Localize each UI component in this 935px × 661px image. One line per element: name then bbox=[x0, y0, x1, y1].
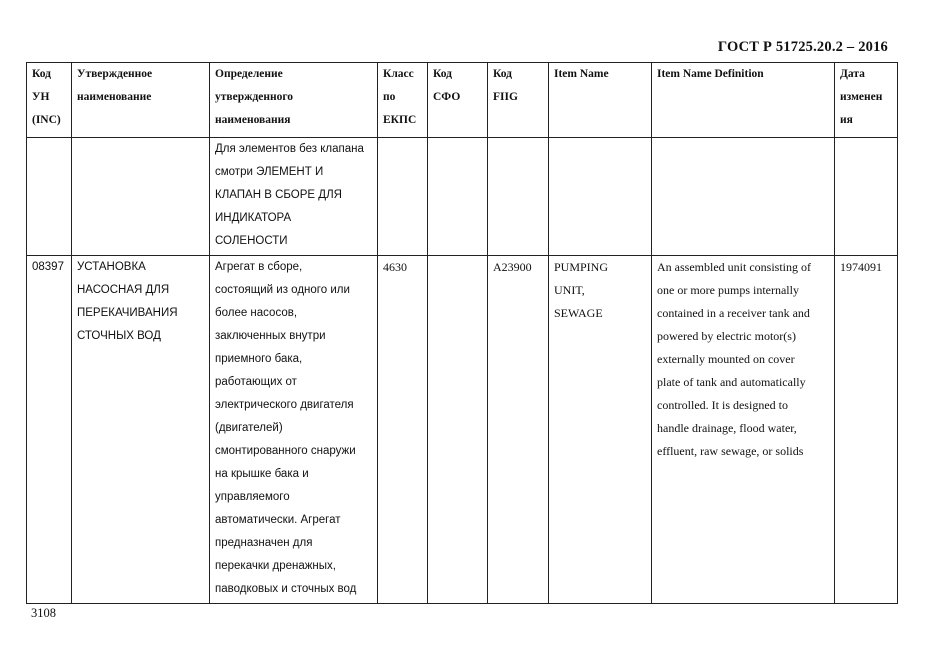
cell-item-name: PUMPING UNIT, SEWAGE bbox=[549, 256, 652, 604]
cell-item-definition bbox=[652, 138, 835, 256]
header-inc: Код УН (INC) bbox=[27, 63, 72, 138]
page-number: 3108 bbox=[31, 606, 56, 620]
cell-sfo bbox=[428, 256, 488, 604]
cell-sfo bbox=[428, 138, 488, 256]
cell-item-definition: An assembled unit consisting of one or more pumps internally contained in a receiver tank and powered by electric motor(s) externally mounted on cover plate of tank and automatically controlled. It is designed to handle drainage, flood water, effluent, raw sewage, or solids bbox=[652, 256, 835, 604]
nomenclature-table bbox=[26, 62, 898, 604]
cell-date: 1974091 bbox=[835, 256, 898, 604]
cell-inc: 08397 bbox=[27, 256, 72, 604]
cell-fiig: A23900 bbox=[488, 256, 549, 604]
header-item-name: Item Name bbox=[549, 63, 652, 138]
header-fiig: Код FIIG bbox=[488, 63, 549, 138]
header-approved-name: Утвержденное наименование bbox=[72, 63, 210, 138]
header-date: Дата изменен ия bbox=[835, 63, 898, 138]
cell-fiig bbox=[488, 138, 549, 256]
cell-definition: Агрегат в сборе, состоящий из одного или более насосов, заключенных внутри приемного бака, работающих от электрического двигателя (двигателей) смонтированного снаружи на крышке бака и управляемого автоматически. Агрегат предназначен для перекачки дренажных, паводковых и сточных вод bbox=[210, 256, 378, 604]
cell-definition: Для элементов без клапана смотри ЭЛЕМЕНТ И КЛАПАН В СБОРЕ ДЛЯ ИНДИКАТОРА СОЛЕНОСТИ bbox=[210, 138, 378, 256]
header-row bbox=[27, 63, 898, 138]
cell-item-name bbox=[549, 138, 652, 256]
cell-approved-name: УСТАНОВКА НАСОСНАЯ ДЛЯ ПЕРЕКАЧИВАНИЯ СТОЧНЫХ ВОД bbox=[72, 256, 210, 604]
cell-approved-name bbox=[72, 138, 210, 256]
header-class: Класс по ЕКПС bbox=[378, 63, 428, 138]
table-row bbox=[27, 138, 898, 256]
header-item-name-definition: Item Name Definition bbox=[652, 63, 835, 138]
table-row bbox=[27, 256, 898, 604]
standard-title: ГОСТ Р 51725.20.2 – 2016 bbox=[717, 39, 888, 55]
cell-date bbox=[835, 138, 898, 256]
cell-class: 4630 bbox=[378, 256, 428, 604]
cell-class bbox=[378, 138, 428, 256]
cell-inc bbox=[27, 138, 72, 256]
header-sfo: Код СФО bbox=[428, 63, 488, 138]
header-definition: Определение утвержденного наименования bbox=[210, 63, 378, 138]
